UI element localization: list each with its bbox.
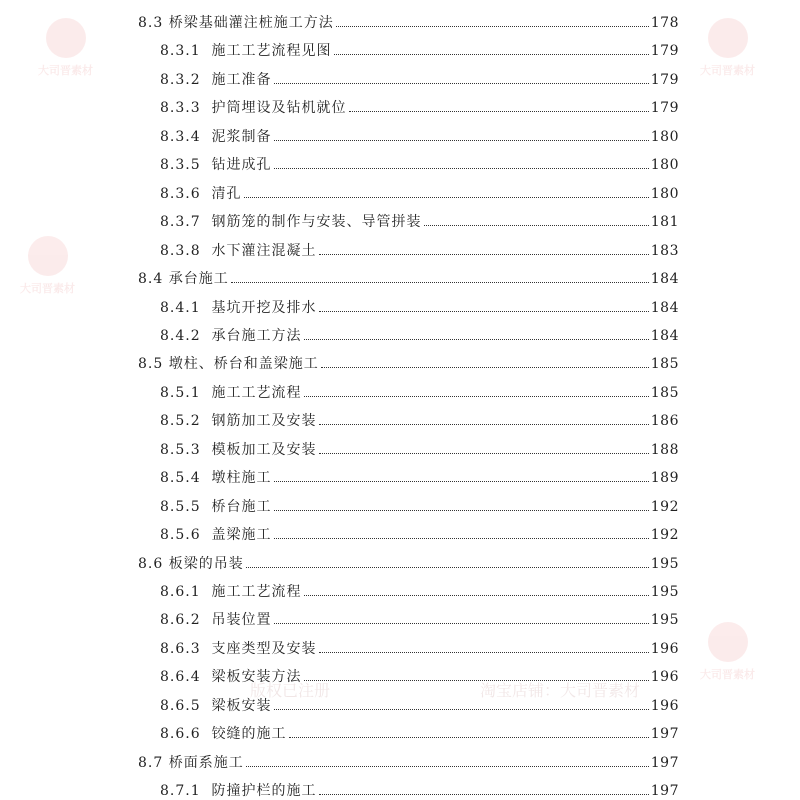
toc-entry-title: 施工准备 [211,71,272,88]
toc-entry-title: 水下灌注混凝土 [211,242,317,259]
toc-entry-title: 墩柱施工 [211,470,272,487]
toc-page-number: 192 [650,498,679,515]
toc-dot-leader [274,709,649,710]
toc-entry-number: 8.3 [138,15,164,31]
toc-page-number: 197 [650,754,679,771]
toc-dot-leader [304,396,649,397]
toc-page-number: 195 [650,584,679,600]
toc-dot-leader [274,140,649,141]
toc-section-entry[interactable] [138,742,679,770]
toc-entry-title: 盖梁施工 [211,527,272,544]
toc-subsection-entry[interactable] [160,59,679,87]
toc-page-number: 178 [650,15,679,31]
toc-entry-title: 防撞护栏的施工 [211,783,317,800]
toc-subsection-entry[interactable] [160,400,679,428]
toc-page-number: 185 [650,384,679,401]
toc-dot-leader [319,652,649,653]
toc-entry-number: 8.5.3 [160,441,201,458]
toc-entry-title: 承台施工 [168,271,229,288]
toc-page-number: 196 [650,697,679,714]
toc-dot-leader [274,83,649,84]
toc-page-number: 196 [650,640,679,657]
toc-page-number: 184 [650,271,679,288]
toc-subsection-entry[interactable] [160,486,679,514]
toc-dot-leader [289,737,649,738]
toc-dot-leader [304,595,649,596]
toc-page-number: 186 [650,413,679,430]
toc-dot-leader [274,481,649,482]
toc-subsection-entry[interactable] [160,372,679,400]
toc-subsection-entry[interactable] [160,315,679,343]
toc-dot-leader [304,680,649,681]
toc-dot-leader [319,254,649,255]
toc-subsection-entry[interactable] [160,230,679,258]
toc-page-number: 183 [650,242,679,259]
toc-dot-leader [231,282,649,283]
toc-subsection-entry[interactable] [160,201,679,229]
watermark-text: 淘宝店铺：大司晋素材 [480,681,641,700]
toc-entry-title: 梁板安装 [211,697,272,714]
toc-dot-leader [334,54,649,55]
toc-subsection-entry[interactable] [160,685,679,713]
toc-subsection-entry[interactable] [160,628,679,656]
toc-dot-leader [321,367,649,368]
toc-entry-title: 钢筋笼的制作与安装、导管拼装 [211,214,422,231]
toc-entry-number: 8.3.2 [160,71,201,88]
toc-subsection-entry[interactable] [160,514,679,542]
toc-subsection-entry[interactable] [160,599,679,627]
toc-subsection-entry[interactable] [160,429,679,457]
toc-subsection-entry[interactable] [160,87,679,115]
toc-entry-title: 支座类型及安装 [211,640,317,657]
toc-entry-title: 护筒埋设及钻机就位 [211,100,347,117]
toc-subsection-entry[interactable] [160,457,679,485]
toc-entry-number: 8.6.2 [160,612,201,629]
toc-entry-number: 8.7.1 [160,783,201,800]
watermark-logo: 大司晋素材 [20,236,75,296]
watermark-logo: 大司晋素材 [700,18,755,78]
toc-entry-title: 泥浆制备 [211,128,272,145]
toc-page-number: 181 [650,214,679,231]
toc-entry-number: 8.7 [138,754,164,771]
toc-entry-title: 桥台施工 [211,498,272,515]
toc-dot-leader [304,339,649,340]
toc-dot-leader [424,225,649,226]
toc-entry-number: 8.3.5 [160,157,201,174]
toc-entry-title: 基坑开挖及排水 [211,299,317,316]
watermark-logo: 大司晋素材 [38,18,93,78]
toc-entry-number: 8.3.6 [160,185,201,202]
toc-entry-number: 8.3.7 [160,214,201,231]
toc-page-number: 184 [650,299,679,316]
toc-subsection-entry[interactable] [160,30,679,58]
toc-entry-number: 8.3.1 [160,43,201,60]
toc-entry-title: 模板加工及安装 [211,441,317,458]
toc-dot-leader [349,111,649,112]
toc-page-number: 192 [650,527,679,544]
watermark-text: 版权已注册 [250,681,331,700]
toc-entry-number: 8.5 [138,356,164,373]
toc-entry-title: 施工工艺流程 [211,384,302,401]
toc-entry-title: 施工工艺流程见图 [211,43,332,60]
toc-subsection-entry[interactable] [160,116,679,144]
toc-page-number: 179 [650,43,679,60]
toc-page-number: 196 [650,669,679,686]
toc-dot-leader [274,538,649,539]
toc-entry-title: 桥梁基础灌注桩施工方法 [168,15,334,31]
toc-page-number: 180 [650,185,679,202]
watermark-logo: 大司晋素材 [700,622,755,682]
toc-entry-number: 8.4.2 [160,327,201,344]
toc-entry-title: 墩柱、桥台和盖梁施工 [168,356,319,373]
toc-dot-leader [274,510,649,511]
toc-entry-number: 8.3.4 [160,128,201,145]
toc-dot-leader [319,424,649,425]
toc-entry-title: 施工工艺流程 [211,584,302,600]
toc-dot-leader [336,26,649,27]
toc-entry-number: 8.6.4 [160,669,201,686]
toc-page-number: 180 [650,128,679,145]
toc-entry-title: 铰缝的施工 [211,726,287,743]
toc-entry-title: 钻进成孔 [211,157,272,174]
toc-page-number: 184 [650,327,679,344]
toc-entry-number: 8.6 [138,555,164,572]
toc-entry-title: 吊装位置 [211,612,272,629]
toc-entry-title: 承台施工方法 [211,327,302,344]
toc-entry-title: 桥面系施工 [168,754,244,771]
toc-page-number: 179 [650,71,679,88]
toc-entry-number: 8.5.5 [160,498,201,515]
toc-dot-leader [274,623,649,624]
toc-dot-leader [319,794,649,795]
toc-subsection-entry[interactable] [160,173,679,201]
toc-dot-leader [319,453,649,454]
toc-page-number: 195 [650,555,679,572]
toc-entry-number: 8.5.4 [160,470,201,487]
toc-entry-number: 8.5.2 [160,413,201,430]
toc-entry-number: 8.6.6 [160,726,201,743]
toc-page-number: 189 [650,470,679,487]
toc-page-number: 180 [650,157,679,174]
toc-entry-title: 板梁的吊装 [168,555,244,572]
toc-entry-number: 8.5.1 [160,384,201,401]
toc-page-number: 179 [650,100,679,117]
toc-page-number: 197 [650,726,679,743]
toc-page-number: 195 [650,612,679,629]
toc-entry-number: 8.4.1 [160,299,201,316]
toc-entry-number: 8.4 [138,271,164,288]
toc-dot-leader [319,311,649,312]
toc-section-entry[interactable] [138,543,679,571]
toc-section-entry[interactable] [138,258,679,286]
toc-page-number: 185 [650,356,679,373]
toc-entry-number: 8.3.8 [160,242,201,259]
toc-subsection-entry[interactable] [160,713,679,741]
toc-dot-leader [274,168,649,169]
toc-entry-number: 8.5.6 [160,527,201,544]
toc-subsection-entry[interactable] [160,656,679,684]
toc-subsection-entry[interactable] [160,287,679,315]
toc-entry-number: 8.3.3 [160,100,201,117]
toc-page-number: 197 [650,783,679,800]
toc-entry-number: 8.6.5 [160,697,201,714]
toc-dot-leader [244,197,649,198]
toc-entry-title: 钢筋加工及安装 [211,413,317,430]
toc-entry-number: 8.6.1 [160,584,201,600]
toc-subsection-entry[interactable] [160,571,679,599]
toc-page-number: 188 [650,441,679,458]
toc-subsection-entry[interactable] [160,144,679,172]
toc-subsection-entry[interactable] [160,770,679,798]
toc-entry-number: 8.6.3 [160,640,201,657]
toc-entry-title: 清孔 [211,185,242,202]
toc-dot-leader [246,567,649,568]
toc-section-entry[interactable] [138,343,679,371]
toc-section-entry[interactable] [138,2,679,30]
toc-dot-leader [246,766,649,767]
toc-entry-title: 梁板安装方法 [211,669,302,686]
